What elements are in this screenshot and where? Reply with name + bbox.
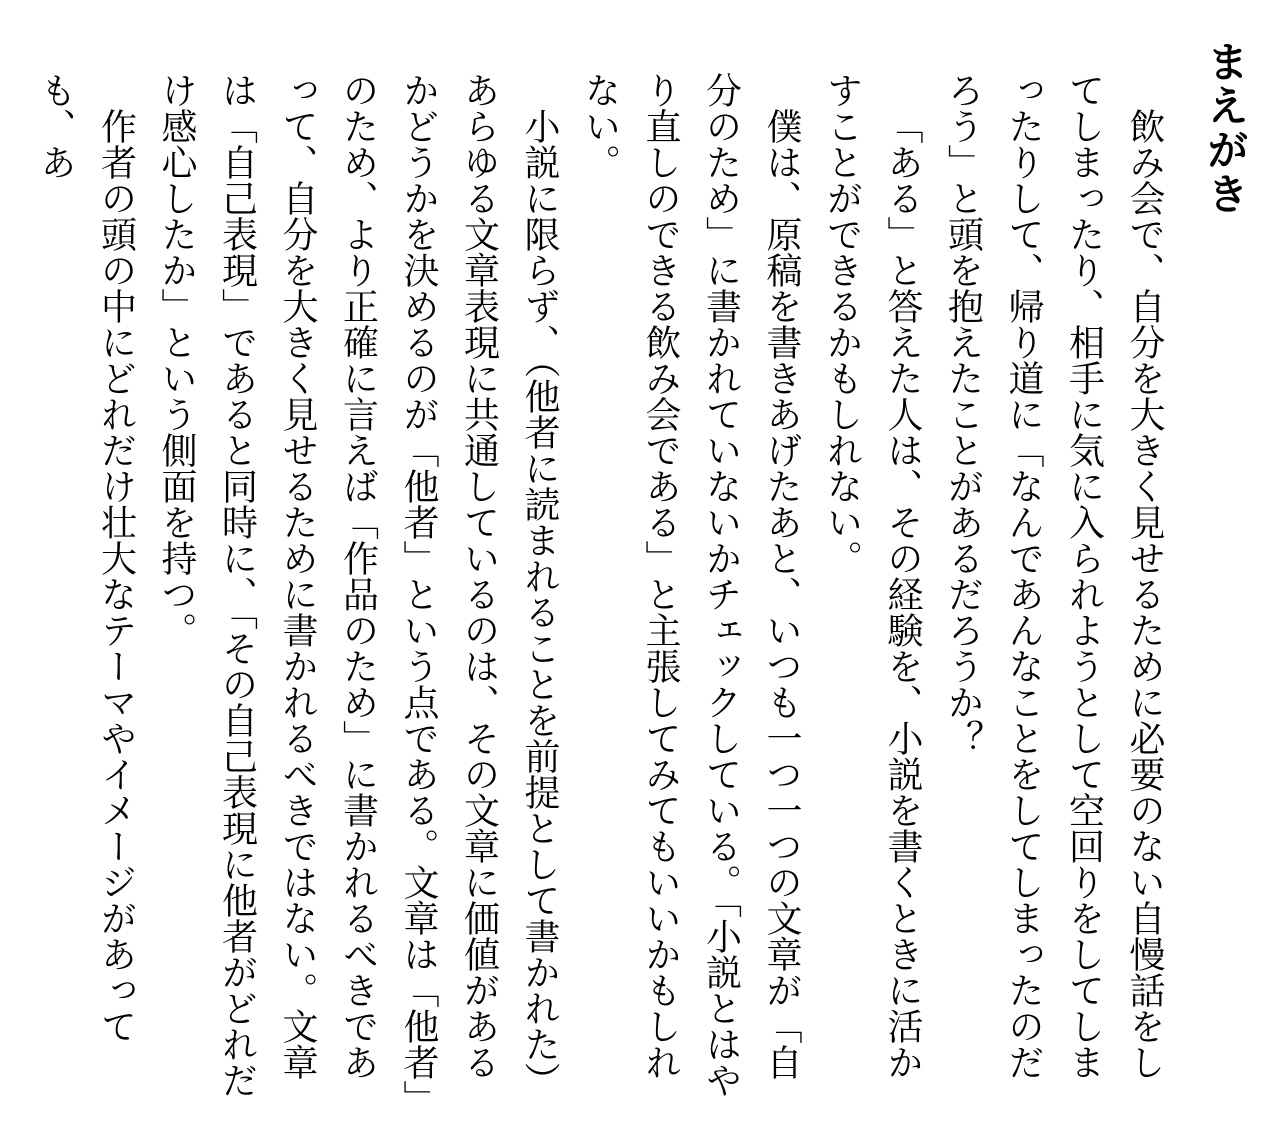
- paragraph: 飲み会で、自分を大きく見せるために必要のない自慢話をしてしまったり、相手に気に入られようとして空回りをしてしまったりして、帰り道に「なんであんなことをしてしまったのだろう」と頭を抱えたことがあるだろうか？: [942, 72, 1165, 1080]
- paragraph: 「ある」と答えた人は、その経験を、小説を書くときに活かすことができるかもしれない。: [821, 72, 923, 1080]
- body-text: [25, 72, 1175, 1102]
- paragraph: 作者の頭の中にどれだけ壮大なテーマやイメージがあっても、あ: [35, 72, 137, 1044]
- page-title: まえがき: [1201, 40, 1250, 216]
- paragraph: 小説に限らず、（他者に読まれることを前提として書かれた）あらゆる文章表現に共通しているのは、その文章に価値があるかどうかを決めるのが「他者」という点である。文章は「他者」のため、より正確に言えば「作品のため」に書かれるべきであって、自分を大きく見せるために書かれるべきではない。文章は「自己表現」であると同時に、「その自己表現に他者がどれだけ感心したか」という側面を持つ。: [156, 72, 560, 1098]
- paragraph: 僕は、原稿を書きあげたあと、いつも一つ一つの文章が「自分のため」に書かれていないかチェックしている。「小説とはやり直しのできる飲み会である」と主張してみてもいいかもしれない。: [579, 72, 802, 1098]
